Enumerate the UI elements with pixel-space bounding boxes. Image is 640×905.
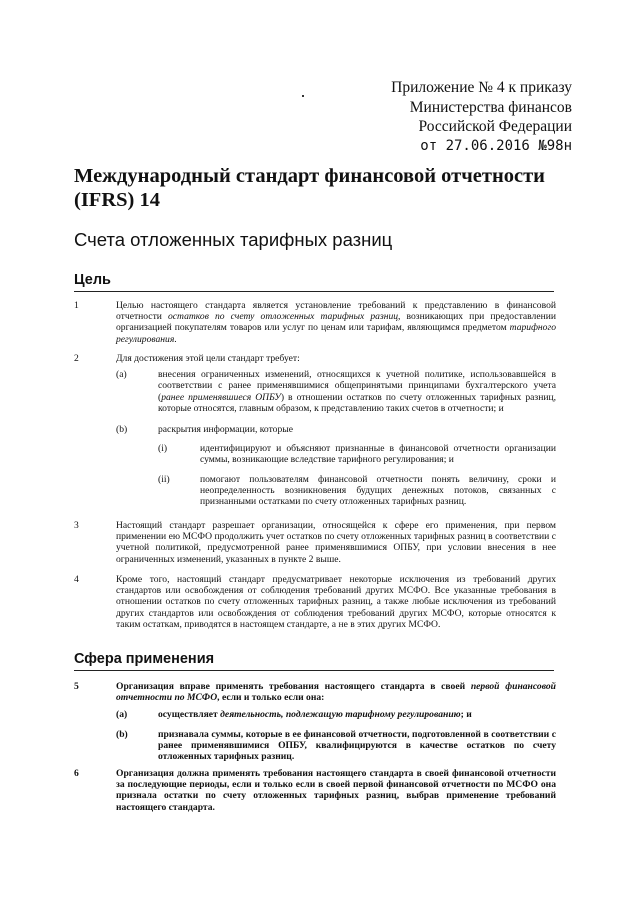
sub-item-ii <box>158 474 556 508</box>
paragraph-number: 4 <box>74 574 79 585</box>
sub-item-i <box>158 443 556 465</box>
item-label: (ii) <box>158 473 170 485</box>
section-heading-text: Цель <box>74 272 111 288</box>
paragraph-number: 3 <box>74 520 79 531</box>
appendix-line: Министерства финансов <box>409 98 572 116</box>
appendix-header <box>272 78 572 156</box>
item-body <box>158 424 556 507</box>
item-label: (b) <box>116 424 128 436</box>
paragraph-intro: Для достижения этой цели стандарт требует: <box>116 353 300 364</box>
paragraph-body <box>116 681 556 762</box>
paragraph-number: 5 <box>74 681 79 692</box>
defined-term: ранее применявшиеся ОПБУ <box>161 391 281 403</box>
paragraph-body: Кроме того, настоящий стандарт предусматривает некоторые исключения из требований других стандартов или освобождения от соблюдения требований других МСФО. Все указанные требования в отношении остатков по счету отложенных тарифных разниц, а также любые исключения из требований других стандартов или освобождения от соблюдения требований других МСФО, которые относятся к таким остаткам, приводятся в настоящем стандарте, а не в этих других МСФО. <box>116 574 556 630</box>
paragraph-2 <box>74 353 556 507</box>
appendix-line: Приложение № 4 к приказу <box>391 79 572 96</box>
paragraph-body <box>116 300 556 345</box>
paragraph-6 <box>74 768 556 813</box>
item-body <box>158 709 556 720</box>
list-item-b <box>116 729 556 763</box>
text-run: ; и <box>460 709 472 721</box>
text-run: внесения ограниченных изменений, относящихся к учетной политике, использовавшейся в соответствии с ранее применявшимися общепринятыми принципами бухгалтерского учета ( <box>158 369 556 403</box>
section-heading-scope <box>74 651 554 667</box>
paragraph-body: Организация должна применять требования настоящего стандарта в своей финансовой отчетности за последующие периоды, если и только если в своей первой финансовой отчетности по МСФО она признала остатки по счету отложенных тарифных разниц, выбрав применение требований настоящего стандарта. <box>116 768 556 813</box>
text-run: , возникающих при предоставлении организацией покупателям товаров или услуг по ценам или тарифам, являющимся предметом <box>116 311 556 334</box>
defined-term: остатков по счету отложенных тарифных разниц <box>167 311 399 323</box>
list-item-a <box>116 709 556 720</box>
item-body <box>158 369 556 414</box>
section-rule <box>74 670 554 671</box>
text-run: Целью настоящего стандарта является установление требований к представлению в финансовой отчетности <box>116 300 556 323</box>
standard-title: Международный стандарт финансовой отчетности (IFRS) 14 <box>74 165 545 211</box>
scan-speck <box>302 95 304 97</box>
item-body: помогают пользователям финансовой отчетности понять величину, сроки и неопределенность возникновения будущих денежных потоков, связанных с признанными остатками по счету отложенных тарифных разниц. <box>200 473 556 508</box>
item-label: (i) <box>158 443 168 455</box>
paragraph-intro <box>116 681 556 703</box>
paragraph-4 <box>74 574 556 630</box>
text-run: . <box>174 333 177 345</box>
paragraph-body <box>116 353 556 507</box>
paragraph-5 <box>74 681 556 762</box>
defined-term: тарифного регулирования <box>116 322 556 345</box>
paragraph-number: 6 <box>74 768 79 779</box>
appendix-order-date: от 27.06.2016 №98н <box>420 137 572 154</box>
list-item-a <box>116 369 556 414</box>
item-text: раскрытия информации, которые <box>158 424 293 436</box>
defined-term: первой финансовой отчетности по МСФО <box>116 681 556 704</box>
list-item-b <box>116 424 556 507</box>
item-body: идентифицируют и объясняют признанные в финансовой отчетности организации суммы, возникающие вследствие тарифного регулирования; и <box>200 443 556 466</box>
item-body: признавала суммы, которые в ее финансовой отчетности, подготовленной в соответствии с ранее применявшимися ОПБУ, квалифицируются в качестве остатков по счету отложенных тарифных разниц. <box>158 728 556 763</box>
text-run: Организация вправе применять требования настоящего стандарта в своей <box>116 681 471 692</box>
item-label: (a) <box>116 369 127 381</box>
paragraph-number: 1 <box>74 300 79 311</box>
section-heading-text: Сфера применения <box>74 651 215 667</box>
text-run: ) в отношении остатков по счету отложенных тарифных разниц, которые относятся, главным образом, к представлению таких счетов в отчетности; и <box>158 391 557 414</box>
defined-term: деятельность, подлежащую тарифному регулированию <box>220 709 461 721</box>
section-rule <box>74 291 554 292</box>
paragraph-body: Настоящий стандарт разрешает организации, относящейся к сфере его применения, при первом применении ею МСФО продолжить учет остатков по счету отложенных тарифных разниц в соответствии с учетной политикой, предусмотренной ранее применявшимися ОПБУ, при условии внесения в нее ограниченных изменений, указанных в пункте 2 выше. <box>116 520 556 565</box>
item-label: (b) <box>116 728 128 740</box>
text-run: осуществляет <box>158 709 221 721</box>
text-run: , если и только если она: <box>217 692 325 704</box>
paragraph-3 <box>74 520 556 565</box>
standard-subtitle: Счета отложенных тарифных разниц <box>74 229 393 250</box>
appendix-line: Российской Федерации <box>418 118 572 135</box>
paragraph-number: 2 <box>74 353 79 364</box>
section-heading-goal <box>74 272 554 288</box>
paragraph-1 <box>74 300 556 345</box>
item-label: (a) <box>116 709 128 721</box>
